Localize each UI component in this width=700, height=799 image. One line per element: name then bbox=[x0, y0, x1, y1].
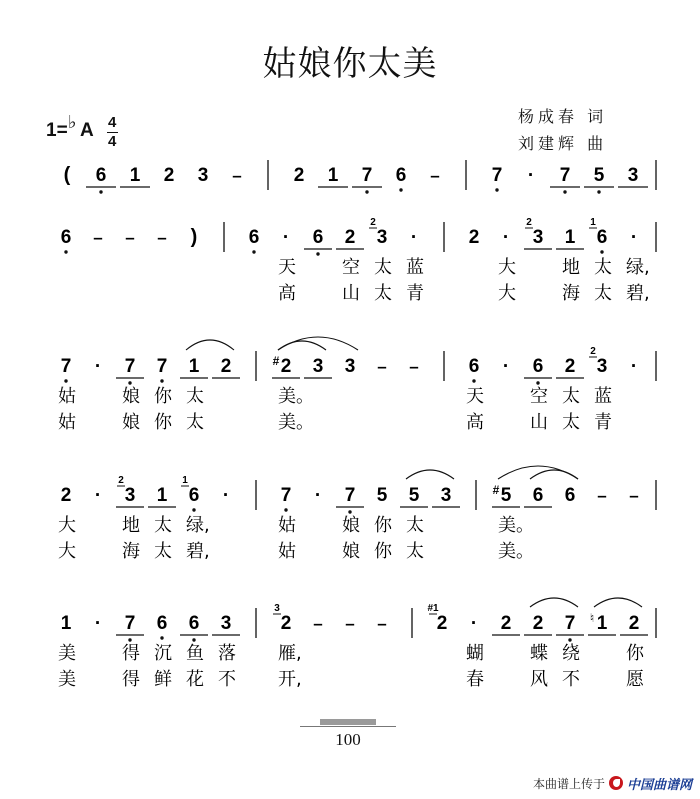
lyric-char: 不 bbox=[218, 669, 236, 690]
lyric-char: 姑 bbox=[278, 515, 296, 536]
lower-octave-dot bbox=[192, 508, 195, 511]
lyric-char: 太 bbox=[186, 386, 204, 407]
note-digit: 7 bbox=[156, 356, 168, 377]
note-digit: 1 bbox=[60, 613, 72, 634]
note-digit: 5 bbox=[376, 485, 388, 506]
note-digit: 6 bbox=[532, 485, 544, 506]
lyric-char: 太 bbox=[186, 412, 204, 433]
lyric-char: 太 bbox=[562, 412, 580, 433]
lyric-char: 碧, bbox=[626, 283, 650, 304]
note-digit: 2 bbox=[344, 227, 356, 248]
note-digit: 2 bbox=[436, 613, 448, 634]
key-prefix: 1= bbox=[46, 120, 68, 141]
lyric-char: 沉 bbox=[154, 643, 172, 664]
aug-dot: · bbox=[94, 356, 102, 377]
note-digit: 7 bbox=[361, 165, 373, 186]
lyric-char: 美。 bbox=[278, 386, 314, 407]
lyric-char: 碧, bbox=[186, 541, 210, 562]
note-digit: 3 bbox=[197, 165, 209, 186]
lyric-char: 太 bbox=[374, 283, 392, 304]
note-digit: 2 bbox=[60, 485, 72, 506]
lyric-char: 得 bbox=[122, 643, 140, 664]
note-digit: 2 bbox=[280, 356, 292, 377]
page-number: 100 bbox=[335, 730, 361, 749]
lyric-char: 开, bbox=[278, 669, 302, 690]
sustain-dash: – bbox=[409, 357, 419, 376]
note-digit: 3 bbox=[220, 613, 232, 634]
lyric-char: 愿 bbox=[626, 669, 644, 690]
lower-octave-dot bbox=[316, 252, 319, 255]
lyric-char: 春 bbox=[466, 669, 484, 690]
lower-octave-dot bbox=[252, 250, 255, 253]
score-title: 姑娘你太美 bbox=[262, 44, 438, 84]
lyric-char: 山 bbox=[530, 412, 548, 433]
sustain-dash: – bbox=[629, 486, 639, 505]
lower-octave-dot bbox=[600, 250, 603, 253]
lyric-char: 鲜 bbox=[154, 669, 172, 690]
lower-octave-dot bbox=[495, 188, 498, 191]
lyric-char: 太 bbox=[562, 386, 580, 407]
aug-dot: · bbox=[527, 165, 535, 186]
note-digit: 6 bbox=[312, 227, 324, 248]
aug-dot: · bbox=[222, 485, 230, 506]
lyric-char: 美。 bbox=[498, 515, 534, 536]
lower-octave-dot bbox=[284, 508, 287, 511]
lyric-char: 落 bbox=[218, 643, 236, 664]
lower-octave-dot bbox=[99, 190, 102, 193]
lyric-char: 你 bbox=[154, 412, 172, 433]
footer-watermark bbox=[533, 773, 692, 793]
lyric-char: 不 bbox=[562, 669, 580, 690]
lyric-char: 太 bbox=[154, 541, 172, 562]
note-digit: 5 bbox=[408, 485, 420, 506]
lyric-char: 蝴 bbox=[466, 643, 484, 664]
lyric-char: 地 bbox=[562, 257, 580, 278]
lyric-char: 天 bbox=[278, 257, 296, 278]
note-digit: 3 bbox=[312, 356, 324, 377]
sustain-dash: – bbox=[377, 614, 387, 633]
time-sig-top: 4 bbox=[108, 114, 117, 131]
slur-arc bbox=[530, 470, 578, 479]
note-digit: 3 bbox=[376, 227, 388, 248]
grace-note: 2 bbox=[370, 217, 376, 228]
lyric-char: 地 bbox=[122, 515, 140, 536]
note-digit: 3 bbox=[440, 485, 452, 506]
grace-note: 1 bbox=[590, 217, 596, 228]
lyric-char: 天 bbox=[466, 386, 484, 407]
lower-octave-dot bbox=[536, 381, 539, 384]
lyric-char: 雁, bbox=[278, 643, 302, 664]
note-digit: 7 bbox=[491, 165, 503, 186]
aug-dot: · bbox=[630, 356, 638, 377]
lyric-char: 太 bbox=[594, 257, 612, 278]
lyric-char: 绿, bbox=[186, 515, 210, 536]
lyric-char: 海 bbox=[562, 283, 580, 304]
lyric-char: 鱼 bbox=[186, 643, 204, 664]
note-digit: 1 bbox=[156, 485, 168, 506]
note-digit: 6 bbox=[532, 356, 544, 377]
lyric-char: 你 bbox=[374, 541, 392, 562]
sustain-dash: – bbox=[125, 228, 135, 247]
paren: ( bbox=[63, 164, 71, 186]
lower-octave-dot bbox=[128, 381, 131, 384]
note-digit: 2 bbox=[163, 165, 175, 186]
note-digit: 7 bbox=[559, 165, 571, 186]
aug-dot: · bbox=[410, 227, 418, 248]
lyric-char: 空 bbox=[530, 386, 548, 407]
note-digit: 2 bbox=[532, 613, 544, 634]
slur-arc bbox=[530, 598, 578, 607]
lyric-char: 绿, bbox=[626, 257, 650, 278]
lyric-char: 山 bbox=[342, 283, 360, 304]
lyric-char: 姑 bbox=[278, 541, 296, 562]
note-digit: 6 bbox=[156, 613, 168, 634]
note-digit: 2 bbox=[280, 613, 292, 634]
lower-octave-dot bbox=[365, 190, 368, 193]
aug-dot: · bbox=[502, 227, 510, 248]
lower-octave-dot bbox=[568, 638, 571, 641]
lower-octave-dot bbox=[192, 638, 195, 641]
footer-text: 本曲谱上传于 bbox=[532, 776, 605, 791]
lyric-char: 花 bbox=[186, 669, 204, 690]
grace-note: 2 bbox=[526, 217, 532, 228]
lyric-char: 美 bbox=[58, 643, 76, 664]
note-digit: 3 bbox=[124, 485, 136, 506]
note-digit: 6 bbox=[395, 165, 407, 186]
grace-note: #1 bbox=[427, 603, 439, 614]
lower-octave-dot bbox=[563, 190, 566, 193]
note-digit: 3 bbox=[596, 356, 608, 377]
note-digit: 5 bbox=[593, 165, 605, 186]
lyric-char: 娘 bbox=[122, 386, 140, 407]
note-digit: 6 bbox=[468, 356, 480, 377]
page-number-ornament bbox=[300, 719, 396, 727]
slur-arc bbox=[406, 470, 454, 479]
sustain-dash: – bbox=[430, 166, 440, 185]
note-digit: 2 bbox=[628, 613, 640, 634]
lyric-char: 你 bbox=[154, 386, 172, 407]
slur-arc bbox=[594, 598, 642, 607]
aug-dot: · bbox=[314, 485, 322, 506]
lyric-char: 空 bbox=[342, 257, 360, 278]
sustain-dash: – bbox=[377, 357, 387, 376]
sustain-dash: – bbox=[345, 614, 355, 633]
note-digit: 1 bbox=[596, 613, 608, 634]
lyric-char: 得 bbox=[122, 669, 140, 690]
lyric-char: 姑 bbox=[58, 386, 76, 407]
sustain-dash: – bbox=[597, 486, 607, 505]
lyric-char: 太 bbox=[406, 515, 424, 536]
grace-note: 3 bbox=[274, 603, 280, 614]
lower-octave-dot bbox=[64, 379, 67, 382]
note-digit: 6 bbox=[564, 485, 576, 506]
aug-dot: · bbox=[94, 485, 102, 506]
lyric-char: 太 bbox=[374, 257, 392, 278]
time-sig-bottom: 4 bbox=[108, 133, 117, 150]
grace-note: 1 bbox=[182, 475, 188, 486]
slur-arc bbox=[186, 340, 234, 350]
lyric-char: 大 bbox=[58, 541, 76, 562]
lyric-char: 美。 bbox=[498, 541, 534, 562]
note-digit: 6 bbox=[188, 485, 200, 506]
note-digit: 5 bbox=[500, 485, 512, 506]
note-digit: 2 bbox=[500, 613, 512, 634]
lyric-char: 高 bbox=[278, 283, 296, 304]
grace-note: 2 bbox=[590, 346, 596, 357]
note-digit: 2 bbox=[293, 165, 305, 186]
note-digit: 6 bbox=[596, 227, 608, 248]
note-digit: 7 bbox=[564, 613, 576, 634]
note-digit: 2 bbox=[220, 356, 232, 377]
note-digit: 7 bbox=[124, 356, 136, 377]
lower-octave-dot bbox=[472, 379, 475, 382]
lower-octave-dot bbox=[399, 188, 402, 191]
lyric-char: 青 bbox=[406, 283, 424, 304]
flat-sign: ♭ bbox=[68, 112, 77, 132]
key-note: A bbox=[80, 120, 94, 141]
site-logo-icon bbox=[609, 776, 623, 790]
lyric-char: 美。 bbox=[278, 412, 314, 433]
note-digit: 7 bbox=[344, 485, 356, 506]
note-digit: 6 bbox=[248, 227, 260, 248]
note-digit: 7 bbox=[60, 356, 72, 377]
lower-octave-dot bbox=[128, 638, 131, 641]
lyric-char: 青 bbox=[594, 412, 612, 433]
note-digit: 2 bbox=[468, 227, 480, 248]
sustain-dash: – bbox=[232, 166, 242, 185]
lyric-char: 美 bbox=[58, 669, 76, 690]
grace-note: 2 bbox=[118, 475, 124, 486]
lyric-char: 娘 bbox=[342, 515, 360, 536]
aug-dot: · bbox=[470, 613, 478, 634]
lyric-char: 你 bbox=[626, 643, 644, 664]
note-digit: 1 bbox=[188, 356, 200, 377]
note-digit: 3 bbox=[532, 227, 544, 248]
lyric-char: 绕 bbox=[562, 643, 580, 664]
lyric-char: 大 bbox=[498, 283, 516, 304]
lyric-char: 娘 bbox=[122, 412, 140, 433]
lower-octave-dot bbox=[64, 250, 67, 253]
lower-octave-dot bbox=[160, 636, 163, 639]
footer-site: 中国曲谱网 bbox=[626, 777, 692, 793]
accidental-sign: ♮ bbox=[589, 611, 595, 625]
note-digit: 6 bbox=[95, 165, 107, 186]
note-digit: 6 bbox=[188, 613, 200, 634]
aug-dot: · bbox=[630, 227, 638, 248]
sustain-dash: – bbox=[157, 228, 167, 247]
accidental-sign: # bbox=[492, 483, 500, 497]
lyric-char: 蓝 bbox=[594, 386, 612, 407]
lower-octave-dot bbox=[597, 190, 600, 193]
lyric-char: 你 bbox=[374, 515, 392, 536]
lyric-char: 太 bbox=[594, 283, 612, 304]
composer-credit: 刘建辉 曲 bbox=[518, 134, 608, 153]
sustain-dash: – bbox=[313, 614, 323, 633]
lower-octave-dot bbox=[160, 379, 163, 382]
note-digit: 1 bbox=[564, 227, 576, 248]
slur-arc bbox=[278, 341, 326, 350]
lyric-char: 风 bbox=[530, 669, 548, 690]
note-digit: 2 bbox=[564, 356, 576, 377]
note-digit: 7 bbox=[280, 485, 292, 506]
lyric-char: 蓝 bbox=[406, 257, 424, 278]
lyric-char: 大 bbox=[498, 257, 516, 278]
lyric-char: 海 bbox=[122, 541, 140, 562]
lower-octave-dot bbox=[348, 510, 351, 513]
note-digit: 1 bbox=[129, 165, 141, 186]
aug-dot: · bbox=[502, 356, 510, 377]
note-digit: 6 bbox=[60, 227, 72, 248]
lyric-char: 太 bbox=[406, 541, 424, 562]
lyricist-credit: 杨成春 词 bbox=[518, 107, 608, 126]
lyric-char: 高 bbox=[466, 412, 484, 433]
lyric-char: 姑 bbox=[58, 412, 76, 433]
lyric-char: 大 bbox=[58, 515, 76, 536]
accidental-sign: # bbox=[272, 354, 280, 368]
paren: ) bbox=[190, 226, 198, 248]
lyric-char: 太 bbox=[154, 515, 172, 536]
note-digit: 7 bbox=[124, 613, 136, 634]
lyric-char: 蝶 bbox=[530, 643, 548, 664]
aug-dot: · bbox=[94, 613, 102, 634]
note-digit: 3 bbox=[344, 356, 356, 377]
sustain-dash: – bbox=[93, 228, 103, 247]
note-digit: 3 bbox=[627, 165, 639, 186]
note-digit: 1 bbox=[327, 165, 339, 186]
lyric-char: 娘 bbox=[342, 541, 360, 562]
aug-dot: · bbox=[282, 227, 290, 248]
